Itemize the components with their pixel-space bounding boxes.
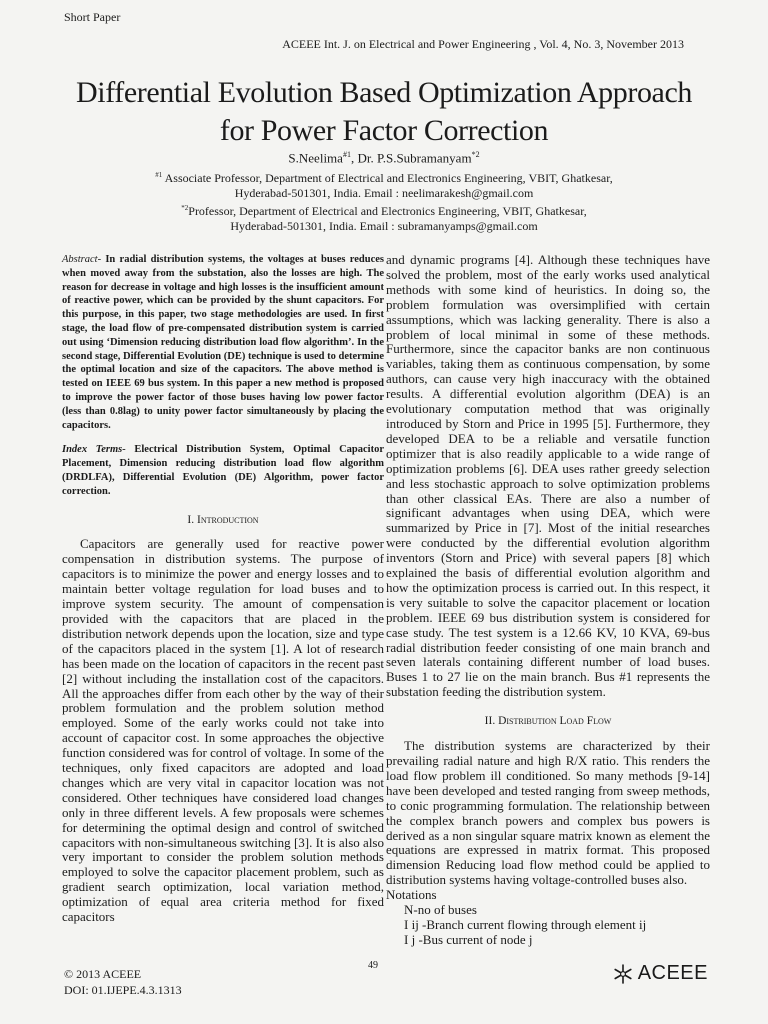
section-2-title-b: L [559,715,567,728]
abstract-text: In radial distribution systems, the voltages at buses reduces when moved away from the substation, also the losses are high. The reason for decrease in voltage and high losses is the insufficient amount of reactive power, which can be provided by the shunt capacitors. For this purpose, in this paper, two stage methodologies are used. In first stage, the load flow of pre-compensated distribution system is carried out using ‘Dimension reducing distribution load flow algorithm’. In the second stage, Differential Evolution (DE) technique is used to determine the optimal location and size of the capacitors. The above method is tested on IEEE 69 bus system. In this paper a new method is proposed to improve the power factor of those buses having low power factor (less than 0.8lag) to unity power factor simultaneously by placing the capacitors. [62,254,384,431]
notations-label: Notations [386,887,437,903]
notation-item: I ij -Branch current flowing through element ij [404,916,647,932]
author-1-sup: #1 [342,150,351,159]
affiliation-1 [120,168,648,186]
left-column [62,253,384,925]
page-number: 49 [368,960,378,971]
section-2-title-d: F [586,715,594,728]
section-1-title: ntroduction [200,513,259,526]
star-icon [612,963,634,985]
section-2-title-c: oad [566,715,587,728]
author-line [0,150,768,166]
notation-item: N-no of buses [404,902,477,918]
logo-text: ACEEE [637,962,708,984]
section-2-number: II. D [484,715,507,728]
index-terms [62,443,384,498]
short-paper-label: Short Paper [64,10,121,24]
paper-title-line1: Differential Evolution Based Optimization Approach [76,76,692,109]
affiliations [120,168,648,234]
affiliation-1-sup: #1 [155,171,163,179]
intro-paragraph-2: and dynamic programs [4]. Although these techniques have solved the problem, most of the early works used analytical methods with some kind of heuristics. In doing so, the problem formulation was oversimplified with certain assumptions, which was lacking generality. There is also a problem of local minimal in some of these methods. Furthermore, since the capacitor banks are non continuous variables, taking them as continuous compensation, by some authors, can cause very high inaccuracy with the obtained results. A differential evolution algorithm (DEA) is an evolutionary computation method that was originally introduced by Storn and Price in 1995 [5]. Furthermore, they developed DEA to be a reliable and versatile function optimizer that is also readily applicable to a wide range of optimization problems [6]. DEA uses rather greedy selection and less stochastic approach to solve optimization problems than other classical EAs. There are also a number of significant advantages when using DEA, which were summarized by Price in [7]. Most of the initial researches were conducted by the differential evolution algorithm inventors (Storn and Price) with several papers [8] which explained the basis of differential evolution algorithm and how the optimization process is carried out. In this respect, it is very suitable to solve the capacitor placement or location problem. IEEE 69 bus distribution system is considered for case study. The test system is a 12.66 KV, 10 KVA, 69-bus radial distribution feeder consisting of one main branch and seven laterals containing different number of load buses. Buses 1 to 27 lie on the main branch. Bus #1 represents the substation feeding the distribution system. [386,252,710,700]
copyright-text: © 2013 ACEEE [64,967,142,981]
paper-title [40,74,728,150]
notation-item: I j -Bus current of node j [404,931,533,947]
section-2-title-a: istribution [506,715,560,728]
section-heading-introduction [62,513,384,528]
intro-paragraph-1: Capacitors are generally used for reactive power compensation in distribution systems. The purpose of capacitors is to minimize the power and energy losses and to maintain better voltage regulation for load buses and to improve system security. The amount of compensation provided with the capacitors that are placed in the distribution network depends upon the location, size and type of the capacitors placed in the system [1]. A lot of research has been made on the location of capacitors in the recent past [2] without including the installation cost of the capacitors. All the approaches differ from each other by the way of their problem formulation and the problem solution method employed. Some of the early works could not take into account of capacitor cost. In some approaches the objective function considered was for control of voltage. In some of the techniques, only fixed capacitors are adopted and load changes which are very vital in capacitor location was not considered. Other techniques have considered load changes only in three different levels. A few proposals were schemes for determining the optimal design and control of switched capacitors with non-simultaneous switching [3]. It is also also very important to consider the problem solution methods employed to solve the capacitor placement problem, such as gradient search optimization, local variation method, optimization of equal area criteria method for fixed capacitors [62,536,384,925]
section-2-title-e: low [593,715,612,728]
section-1-number: I. I [187,513,201,526]
affiliation-2-line2: Hyderabad-501301, India. Email : subramanyamps@gmail.com [230,219,538,233]
affiliation-1-line2: Hyderabad-501301, India. Email : neelimarakesh@gmail.com [234,186,534,200]
abstract [62,253,384,432]
affiliation-2-sup: *2 [181,204,189,212]
author-1: S.Neelima [288,150,343,166]
load-flow-paragraph-1: The distribution systems are characterized by their prevailing radial nature and high R/X ratio. This renders the load flow problem ill conditioned. So many methods [9-14] have been developed and tested ranging from sweep methods, to conic programming formulation. The relationship between the complex branch powers and complex bus powers is derived as a non singular square matrix known as element the equations are expressed in matrix format. This proposed dimension Reducing load flow method could be applied to distribution systems having voltage-controlled buses also. [386,738,710,888]
right-column [386,253,710,948]
journal-citation: ACEEE Int. J. on Electrical and Power Engineering , Vol. 4, No. 3, November 2013 [282,37,684,51]
index-terms-label: Index Terms- [62,444,126,456]
footer-copyright [64,966,182,998]
author-2-sup: *2 [471,150,480,159]
author-2: , Dr. P.S.Subramanyam [350,150,472,166]
doi-text: DOI: 01.IJEPE.4.3.1313 [64,983,182,997]
affiliation-1-line1: Associate Professor, Department of Electrical and Electronics Engineering, VBIT, Ghatkesar, [162,171,613,185]
paper-title-line2: for Power Factor Correction [219,114,549,147]
section-heading-load-flow [386,714,710,729]
affiliation-2-line1: Professor, Department of Electrical and Electronics Engineering, VBIT, Ghatkesar, [188,204,587,218]
affiliation-2 [120,201,648,219]
index-terms-text: Electrical Distribution System, Optimal Capacitor Placement, Dimension reducing distribution load flow algorithm (DRDLFA), Differential Evolution (DE) Algorithm, power factor correction. [62,444,384,497]
abstract-label: Abstract- [62,254,102,265]
aceee-logo [612,962,708,985]
